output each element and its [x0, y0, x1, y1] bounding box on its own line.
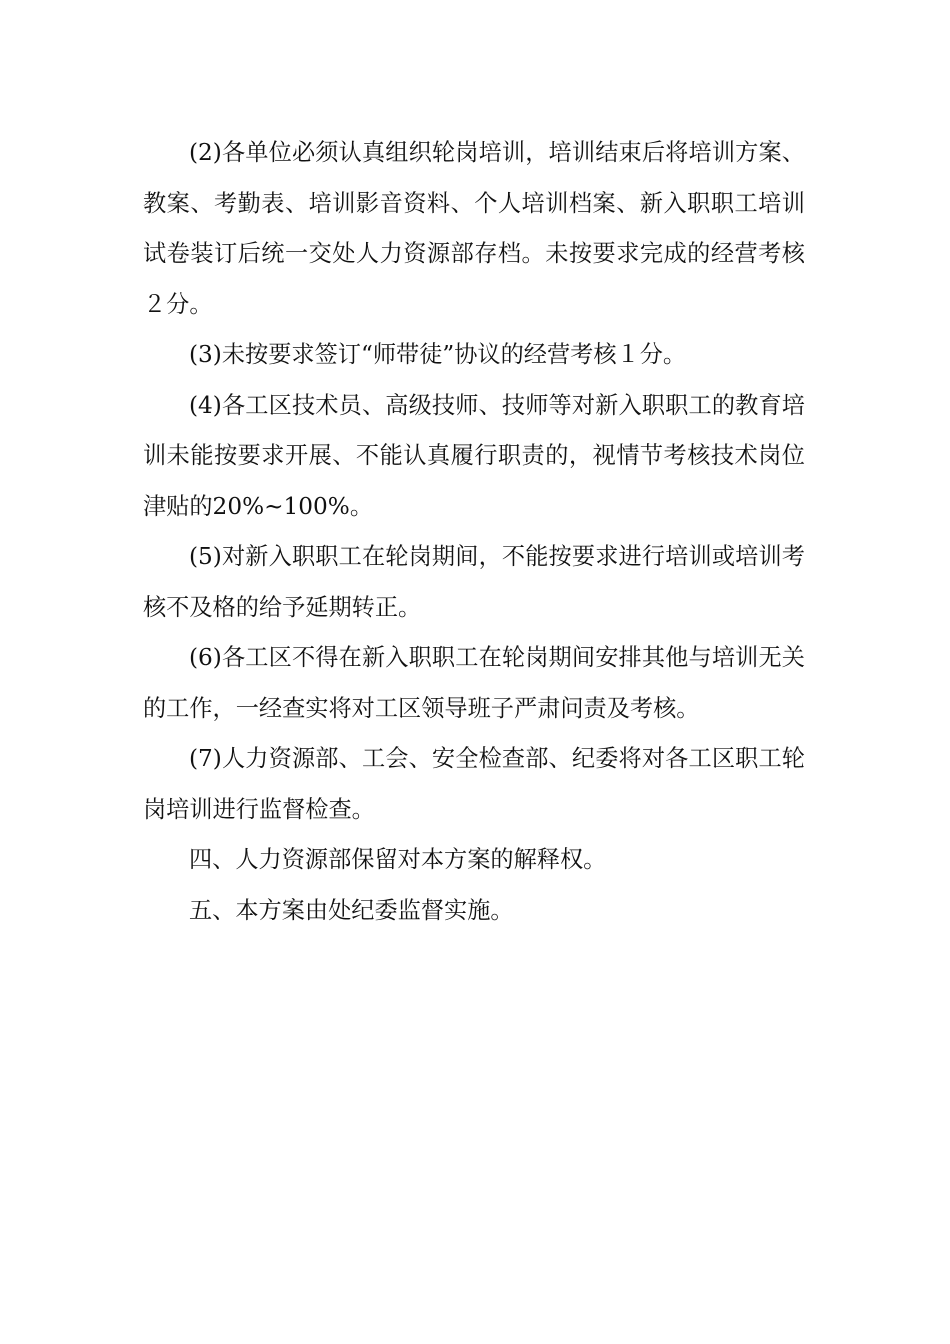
- section-five-paragraph: 五、本方案由处纪委监督实施。: [189, 896, 514, 924]
- document-body: [143, 128, 805, 936]
- paragraph-item-6: (6)各工区不得在新入职职工在轮岗期间安排其他与培训无关的工作，一经查实将对工区领导班子严肃问责及考核。: [143, 644, 805, 722]
- paragraph-item-2: (2)各单位必须认真组织轮岗培训，培训结束后将培训方案、教案、考勤表、培训影音资料、个人培训档案、新入职职工培训试卷装订后统一交处人力资源部存档。未按要求完成的经营考核２分。: [143, 139, 805, 318]
- paragraph-item-4: (4)各工区技术员、高级技师、技师等对新入职职工的教育培训未能按要求开展、不能认真履行职责的，视情节考核技术岗位津贴的20%~100%。: [143, 391, 805, 520]
- paragraph-item-3: (3)未按要求签订“师带徒”协议的经营考核１分。: [189, 341, 687, 368]
- paragraph-item-5: (5)对新入职职工在轮岗期间，不能按要求进行培训或培训考核不及格的给予延期转正。: [143, 543, 805, 621]
- section-four-paragraph: 四、人力资源部保留对本方案的解释权。: [189, 846, 607, 873]
- paragraph-item-7: (7)人力资源部、工会、安全检查部、纪委将对各工区职工轮岗培训进行监督检查。: [143, 745, 805, 823]
